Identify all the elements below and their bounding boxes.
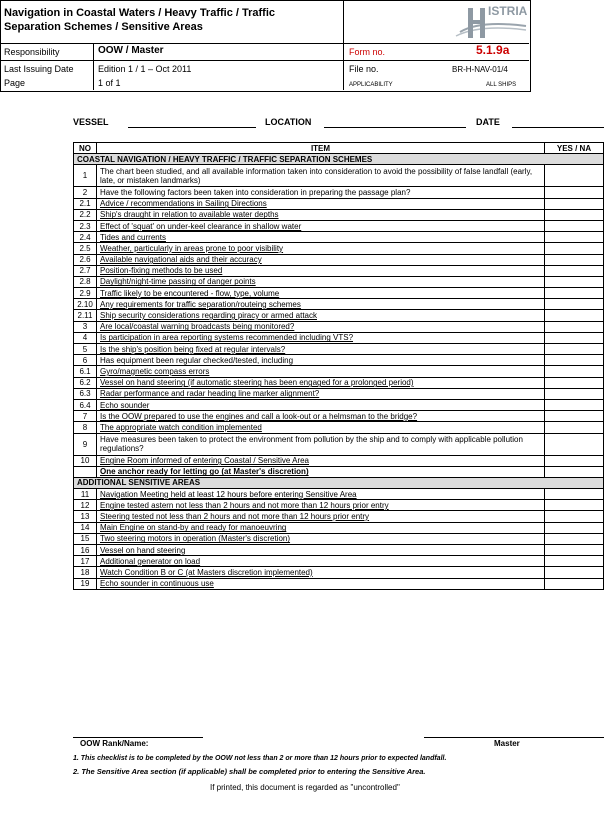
item-number: 1 xyxy=(74,165,97,187)
yes-na-cell[interactable] xyxy=(545,355,604,366)
yes-na-cell[interactable] xyxy=(545,489,604,500)
item-text: One anchor ready for letting go (at Master's discretion) xyxy=(97,466,545,477)
document-title: Navigation in Coastal Waters / Heavy Traffic / Traffic Separation Schemes / Sensitive Areas xyxy=(4,7,276,33)
yes-na-cell[interactable] xyxy=(545,310,604,321)
yes-na-cell[interactable] xyxy=(545,545,604,556)
item-text: Steering tested not less than 2 hours and not more than 12 hours prior entry xyxy=(97,511,545,522)
item-text: Is participation in area reporting systems recommended including VTS? xyxy=(97,332,545,343)
item-text: Position-fixing methods to be used xyxy=(97,265,545,276)
date-label: DATE xyxy=(476,117,500,127)
item-number: 2.4 xyxy=(74,232,97,243)
vessel-label: VESSEL xyxy=(73,117,109,127)
item-number: 6.2 xyxy=(74,377,97,388)
item-text: Gyro/magnetic compass errors xyxy=(97,366,545,377)
item-number: 2.6 xyxy=(74,254,97,265)
location-field[interactable] xyxy=(324,127,466,128)
item-number: 18 xyxy=(74,567,97,578)
table-row xyxy=(74,332,604,343)
item-number: 6.3 xyxy=(74,388,97,399)
yes-na-cell[interactable] xyxy=(545,165,604,187)
item-text: Vessel on hand steering (if automatic steering has been engaged for a prolonged period) xyxy=(97,377,545,388)
yes-na-cell[interactable] xyxy=(545,288,604,299)
item-text: Navigation Meeting held at least 12 hours before entering Sensitive Area xyxy=(97,489,545,500)
table-row xyxy=(74,500,604,511)
item-number: 2.7 xyxy=(74,265,97,276)
responsibility-value: OOW / Master xyxy=(98,45,164,56)
item-text: Has equipment been regular checked/tested, including xyxy=(97,355,545,366)
yes-na-cell[interactable] xyxy=(545,533,604,544)
item-number: 2.9 xyxy=(74,288,97,299)
table-row xyxy=(74,288,604,299)
yes-na-cell[interactable] xyxy=(545,232,604,243)
yes-na-cell[interactable] xyxy=(545,422,604,433)
col-no-header: NO xyxy=(74,143,97,154)
item-number: 2.5 xyxy=(74,243,97,254)
yes-na-cell[interactable] xyxy=(545,243,604,254)
table-row xyxy=(74,545,604,556)
yes-na-cell[interactable] xyxy=(545,332,604,343)
table-row xyxy=(74,466,604,477)
yes-na-cell[interactable] xyxy=(545,388,604,399)
item-text: Two steering motors in operation (Master's discretion) xyxy=(97,533,545,544)
table-row xyxy=(74,198,604,209)
yes-na-cell[interactable] xyxy=(545,567,604,578)
item-number: 9 xyxy=(74,433,97,455)
item-text: Effect of 'squat' on under-keel clearance in shallow water xyxy=(97,220,545,231)
page-value: 1 of 1 xyxy=(98,78,121,88)
last-issuing-label: Last Issuing Date xyxy=(4,64,74,74)
divider xyxy=(343,0,344,90)
yes-na-cell[interactable] xyxy=(545,466,604,477)
location-label: LOCATION xyxy=(265,117,312,127)
table-row xyxy=(74,355,604,366)
item-number: 2.1 xyxy=(74,198,97,209)
yes-na-cell[interactable] xyxy=(545,522,604,533)
item-number xyxy=(74,466,97,477)
yes-na-cell[interactable] xyxy=(545,578,604,589)
table-row xyxy=(74,243,604,254)
table-row xyxy=(74,220,604,231)
item-number: 2 xyxy=(74,187,97,198)
master-signature-line[interactable] xyxy=(424,737,604,738)
item-text: The chart been studied, and all available information taken into consideration to avoid the possibility of false landfall (early, late, or mistaken landmarks) xyxy=(97,165,545,187)
item-text: Vessel on hand steering xyxy=(97,545,545,556)
item-number: 8 xyxy=(74,422,97,433)
master-label: Master xyxy=(494,739,520,748)
table-row xyxy=(74,388,604,399)
table-row xyxy=(74,276,604,287)
yes-na-cell[interactable] xyxy=(545,321,604,332)
item-text: Traffic likely to be encountered - flow, type, volume xyxy=(97,288,545,299)
item-text: Engine Room informed of entering Coastal / Sensitive Area xyxy=(97,455,545,466)
table-row xyxy=(74,511,604,522)
table-row xyxy=(74,578,604,589)
yes-na-cell[interactable] xyxy=(545,455,604,466)
table-row xyxy=(74,533,604,544)
table-row xyxy=(74,265,604,276)
section-header-row xyxy=(74,154,604,165)
item-text: Echo sounder in continuous use xyxy=(97,578,545,589)
item-text: Additional generator on load xyxy=(97,556,545,567)
table-row xyxy=(74,232,604,243)
item-number: 14 xyxy=(74,522,97,533)
footnote-1: 1. This checklist is to be completed by the OOW not less than 2 or more than 12 hours prior to expected landfall. xyxy=(73,755,447,762)
yes-na-cell[interactable] xyxy=(545,411,604,422)
applicability-value: ALL SHIPS xyxy=(486,82,517,88)
item-number: 6.4 xyxy=(74,399,97,410)
table-row xyxy=(74,556,604,567)
uncontrolled-note: If printed, this document is regarded as "uncontrolled" xyxy=(210,783,400,792)
yes-na-cell[interactable] xyxy=(545,299,604,310)
item-text: Engine tested astern not less than 2 hours and not more than 12 hours prior entry xyxy=(97,500,545,511)
col-yesna-header: YES / NA xyxy=(545,143,604,154)
item-number: 11 xyxy=(74,489,97,500)
item-text: Weather, particularly in areas prone to poor visibility xyxy=(97,243,545,254)
form-no-label: Form no. xyxy=(349,47,386,57)
yes-na-cell[interactable] xyxy=(545,254,604,265)
item-text: Are local/coastal warning broadcasts being monitored? xyxy=(97,321,545,332)
item-text: The appropriate watch condition implemented xyxy=(97,422,545,433)
section-coastal-title: COASTAL NAVIGATION / HEAVY TRAFFIC / TRAFFIC SEPARATION SCHEMES xyxy=(74,154,604,165)
oow-signature-line[interactable] xyxy=(73,737,203,738)
item-number: 2.11 xyxy=(74,310,97,321)
yes-na-cell[interactable] xyxy=(545,377,604,388)
yes-na-cell[interactable] xyxy=(545,366,604,377)
table-row xyxy=(74,567,604,578)
applicability-label: APPLICABILITY xyxy=(349,82,393,88)
item-number: 2.10 xyxy=(74,299,97,310)
item-number: 19 xyxy=(74,578,97,589)
col-item-header: ITEM xyxy=(97,143,545,154)
table-row xyxy=(74,344,604,355)
item-text: Main Engine on stand-by and ready for manoeuvring xyxy=(97,522,545,533)
yes-na-cell[interactable] xyxy=(545,500,604,511)
yes-na-cell[interactable] xyxy=(545,399,604,410)
divider xyxy=(93,44,94,90)
table-row xyxy=(74,522,604,533)
vessel-field[interactable] xyxy=(128,127,256,128)
item-text: Tides and currents xyxy=(97,232,545,243)
file-no-label: File no. xyxy=(349,64,379,74)
yes-na-cell[interactable] xyxy=(545,198,604,209)
table-header-row xyxy=(74,143,604,154)
item-number: 6.1 xyxy=(74,366,97,377)
item-text: Any requirements for traffic separation/routeing schemes xyxy=(97,299,545,310)
yes-na-cell[interactable] xyxy=(545,276,604,287)
responsibility-label: Responsibility xyxy=(4,47,60,57)
table-row xyxy=(74,310,604,321)
yes-na-cell[interactable] xyxy=(545,265,604,276)
item-number: 2.3 xyxy=(74,220,97,231)
yes-na-cell[interactable] xyxy=(545,209,604,220)
date-field[interactable] xyxy=(512,127,604,128)
item-number: 4 xyxy=(74,332,97,343)
item-text: Ship's draught in relation to available water depths xyxy=(97,209,545,220)
item-text: Have the following factors been taken into consideration in preparing the passage plan? xyxy=(97,187,545,198)
item-number: 12 xyxy=(74,500,97,511)
form-no-value: 5.1.9a xyxy=(476,43,510,57)
item-number: 2.2 xyxy=(74,209,97,220)
oow-label: OOW Rank/Name: xyxy=(80,739,149,748)
item-number: 3 xyxy=(74,321,97,332)
table-row xyxy=(74,165,604,187)
table-row xyxy=(74,399,604,410)
item-number: 6 xyxy=(74,355,97,366)
item-number: 13 xyxy=(74,511,97,522)
yes-na-cell[interactable] xyxy=(545,556,604,567)
item-text: Daylight/night-time passing of danger points xyxy=(97,276,545,287)
file-no-value: BR-H-NAV-01/4 xyxy=(452,65,508,74)
logo-text: ISTRIA xyxy=(488,4,528,18)
table-row xyxy=(74,411,604,422)
item-number: 10 xyxy=(74,455,97,466)
divider xyxy=(0,43,529,44)
table-row xyxy=(74,254,604,265)
table-row xyxy=(74,321,604,332)
item-text: Advice / recommendations in Sailing Directions xyxy=(97,198,545,209)
yes-na-cell[interactable] xyxy=(545,220,604,231)
yes-na-cell[interactable] xyxy=(545,511,604,522)
table-row xyxy=(74,422,604,433)
item-number: 15 xyxy=(74,533,97,544)
divider xyxy=(0,60,529,61)
item-text: Echo sounder xyxy=(97,399,545,410)
item-text: Have measures been taken to protect the environment from pollution by the ship and to comply with applicable pollution regulations? xyxy=(97,433,545,455)
yes-na-cell[interactable] xyxy=(545,187,604,198)
last-issuing-value: Edition 1 / 1 – Oct 2011 xyxy=(98,64,192,74)
item-text: Watch Condition B or C (at Masters discretion implemented) xyxy=(97,567,545,578)
footnote-2: 2. The Sensitive Area section (if applicable) shall be completed prior to entering the Sensitive Area. xyxy=(73,767,426,776)
table-row xyxy=(74,366,604,377)
item-number: 17 xyxy=(74,556,97,567)
item-number: 16 xyxy=(74,545,97,556)
document-header xyxy=(0,0,531,92)
page-label: Page xyxy=(4,78,26,88)
item-number: 2.8 xyxy=(74,276,97,287)
item-text: Ship security considerations regarding piracy or armed attack xyxy=(97,310,545,321)
company-logo xyxy=(440,2,528,42)
table-row xyxy=(74,433,604,455)
yes-na-cell[interactable] xyxy=(545,344,604,355)
item-text: Is the OOW prepared to use the engines and call a look-out or a helmsman to the bridge? xyxy=(97,411,545,422)
checklist-table xyxy=(73,142,604,590)
item-number: 5 xyxy=(74,344,97,355)
item-text: Is the ship's position being fixed at regular intervals? xyxy=(97,344,545,355)
item-text: Radar performance and radar heading line marker alignment? xyxy=(97,388,545,399)
yes-na-cell[interactable] xyxy=(545,433,604,455)
section-header-row xyxy=(74,477,604,488)
table-row xyxy=(74,187,604,198)
table-row xyxy=(74,209,604,220)
item-number: 7 xyxy=(74,411,97,422)
table-row xyxy=(74,377,604,388)
table-row xyxy=(74,299,604,310)
item-text: Available navigational aids and their accuracy xyxy=(97,254,545,265)
section-sensitive-title: ADDITIONAL SENSITIVE AREAS xyxy=(74,477,604,488)
table-row xyxy=(74,455,604,466)
table-row xyxy=(74,489,604,500)
